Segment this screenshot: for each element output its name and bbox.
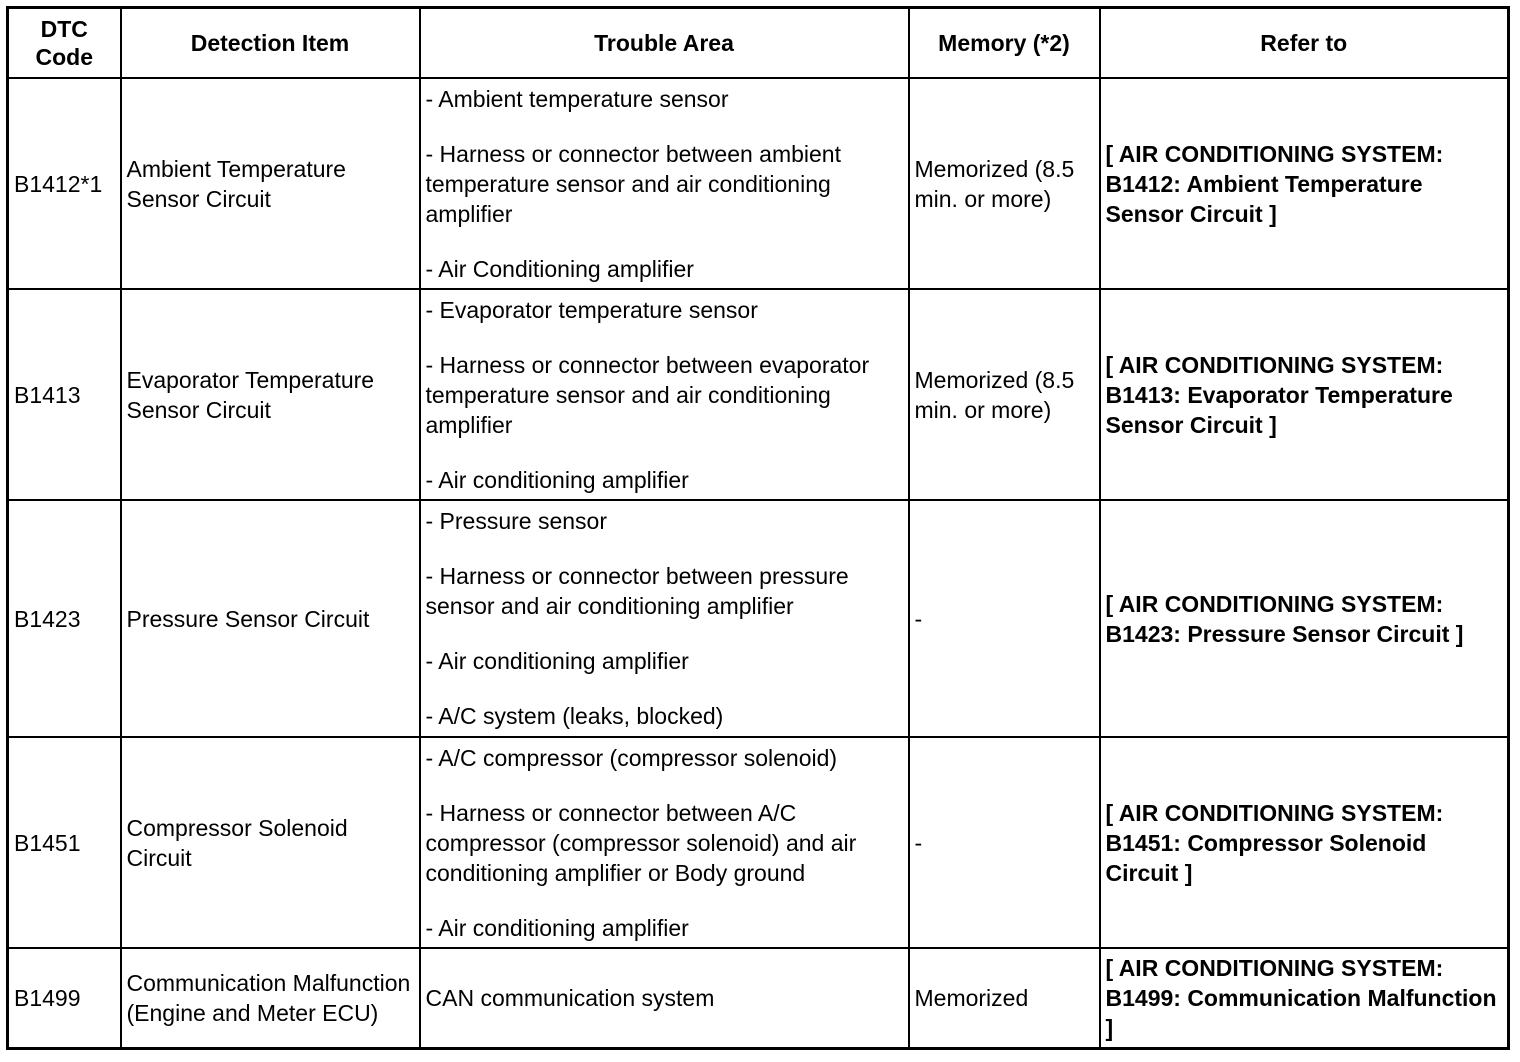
dtc-code-cell: B1413 [8,289,121,500]
table-row [8,289,1509,500]
refer-to-link[interactable]: [ AIR CONDITIONING SYSTEM: B1499: Communication Malfunction ] [1105,954,1497,1041]
table-header [8,8,1509,79]
detection-item-cell: Compressor Solenoid Circuit [121,737,420,948]
table-row [8,500,1509,737]
dtc-table [6,6,1510,1050]
dtc-code-cell: B1423 [8,500,121,737]
dtc-code-cell: B1499 [8,948,121,1048]
trouble-area-item: - Ambient temperature sensor [425,85,729,112]
trouble-area-item: - Air conditioning amplifier [425,648,689,674]
table-body [8,78,1509,1048]
trouble-area-item: - Pressure sensor [425,508,608,534]
trouble-area-cell [420,737,909,948]
trouble-area-item: - Harness or connector between ambient temperature sensor and air conditioning amplifier [425,140,841,227]
table-row [8,737,1509,948]
refer-to-link[interactable]: [ AIR CONDITIONING SYSTEM: B1413: Evaporator Temperature Sensor Circuit ] [1105,351,1453,438]
refer-to-cell [1100,737,1509,948]
trouble-area-item: - A/C system (leaks, blocked) [425,703,724,729]
header-memory: Memory (*2) [909,8,1100,79]
trouble-area-item: CAN communication system [425,984,715,1011]
trouble-area-item: - Air Conditioning amplifier [425,255,694,282]
header-detection-item: Detection Item [121,8,420,79]
refer-to-link[interactable]: [ AIR CONDITIONING SYSTEM: B1423: Pressure Sensor Circuit ] [1105,590,1464,647]
header-dtc-code-line2: Code [35,44,93,70]
memory-cell: Memorized (8.5 min. or more) [909,289,1100,500]
trouble-area-cell [420,948,909,1048]
header-row [8,8,1509,79]
trouble-area-cell [420,289,909,500]
trouble-area-item: - Harness or connector between evaporator temperature sensor and air conditioning amplifier [425,351,870,438]
dtc-code-cell: B1451 [8,737,121,948]
refer-to-cell [1100,948,1509,1048]
dtc-code-cell: B1412*1 [8,78,121,289]
header-dtc-code-line1: DTC [40,16,88,42]
trouble-area-item: - Harness or connector between pressure sensor and air conditioning amplifier [425,563,849,619]
trouble-area-item: - A/C compressor (compressor solenoid) [425,744,838,771]
trouble-area-cell [420,78,909,289]
header-trouble-area: Trouble Area [420,8,909,79]
memory-cell: Memorized [909,948,1100,1048]
trouble-area-item: - Air conditioning amplifier [425,914,689,941]
refer-to-link[interactable]: [ AIR CONDITIONING SYSTEM: B1451: Compressor Solenoid Circuit ] [1105,799,1444,886]
header-dtc-code [8,8,121,79]
detection-item-cell: Communication Malfunction (Engine and Meter ECU) [121,948,420,1048]
refer-to-cell [1100,500,1509,737]
trouble-area-item: - Harness or connector between A/C compressor (compressor solenoid) and air conditioning amplifier or Body ground [425,799,857,886]
trouble-area-item: - Air conditioning amplifier [425,466,689,493]
trouble-area-item: - Evaporator temperature sensor [425,296,758,323]
refer-to-cell [1100,78,1509,289]
trouble-area-cell [420,500,909,737]
detection-item-cell: Evaporator Temperature Sensor Circuit [121,289,420,500]
memory-cell: - [909,737,1100,948]
detection-item-cell: Pressure Sensor Circuit [121,500,420,737]
refer-to-cell [1100,289,1509,500]
table-row [8,948,1509,1048]
refer-to-link[interactable]: [ AIR CONDITIONING SYSTEM: B1412: Ambient Temperature Sensor Circuit ] [1105,140,1444,227]
table-row [8,78,1509,289]
detection-item-cell: Ambient Temperature Sensor Circuit [121,78,420,289]
memory-cell: Memorized (8.5 min. or more) [909,78,1100,289]
header-refer-to: Refer to [1100,8,1509,79]
memory-cell: - [909,500,1100,737]
